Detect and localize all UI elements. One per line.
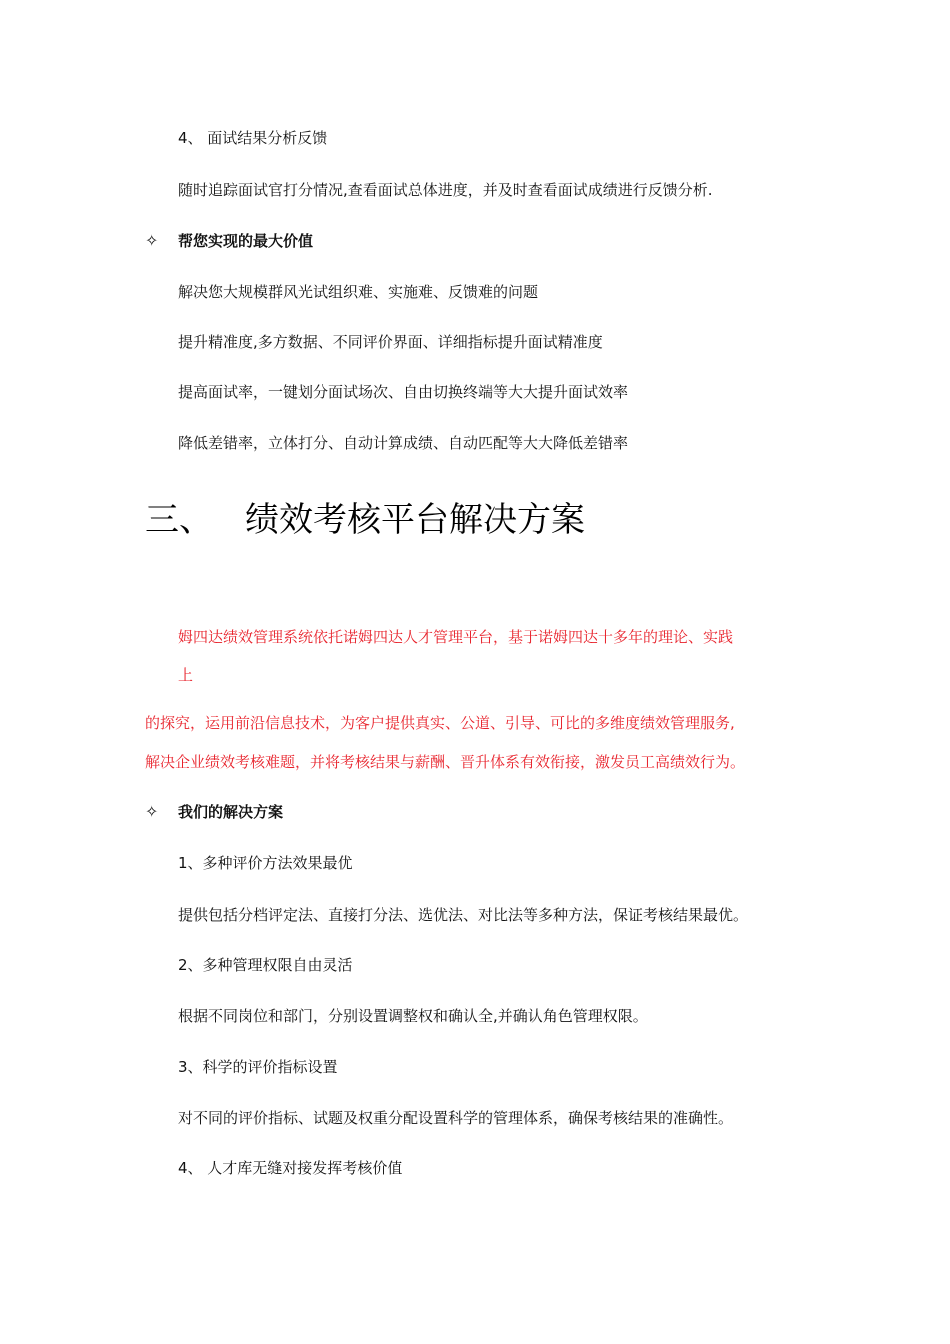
solution-heading-text: 我们的解决方案: [178, 803, 284, 821]
chapter-number: 三、: [145, 500, 213, 540]
solution-item-1-desc: 提供包括分档评定法、直接打分法、选优法、对比法等多种方法，保证考核结果最优。: [178, 906, 749, 924]
value-line-1: 解决您大规模群风光试组织难、实施难、反馈难的问题: [178, 283, 539, 301]
chapter-heading: [145, 498, 585, 542]
value-line-4: 降低差错率，立体打分、自动计算成绩、自动匹配等大大降低差错率: [178, 434, 629, 452]
chapter-title: 绩效考核平台解决方案: [245, 500, 585, 540]
intro-line-1: 姆四达绩效管理系统依托诺姆四达人才管理平台，基于诺姆四达十多年的理论、实践: [178, 628, 734, 646]
item4-description: 随时追踪面试官打分情况,查看面试总体进度，并及时查看面试成绩进行反馈分析.: [178, 181, 713, 199]
solution-item-4-title: 4、 人才库无缝对接发挥考核价值: [178, 1159, 403, 1177]
value-line-3: 提高面试率，一键划分面试场次、自由切换终端等大大提升面试效率: [178, 383, 629, 401]
solution-item-3-desc: 对不同的评价指标、试题及权重分配设置科学的管理体系，确保考核结果的准确性。: [178, 1109, 734, 1127]
item4-title: 4、 面试结果分析反馈: [178, 129, 328, 147]
solution-heading: [145, 802, 283, 822]
solution-item-2-desc: 根据不同岗位和部门，分别设置调整权和确认全,并确认角色管理权限。: [178, 1007, 648, 1025]
solution-item-3-title: 3、科学的评价指标设置: [178, 1058, 338, 1076]
value-heading-text: 帮您实现的最大价值: [178, 232, 314, 250]
value-line-2: 提升精准度,多方数据、不同评价界面、详细指标提升面试精准度: [178, 333, 603, 351]
solution-item-2-title: 2、多种管理权限自由灵活: [178, 956, 353, 974]
diamond-star-bullet-icon: ✧: [145, 231, 159, 250]
intro-line-2: 上: [178, 666, 194, 684]
intro-line-4: 解决企业绩效考核难题，并将考核结果与薪酬、晋升体系有效衔接，激发员工高绩效行为。: [145, 753, 746, 771]
intro-line-3: 的探究，运用前沿信息技术，为客户提供真实、公道、引导、可比的多维度绩效管理服务,: [145, 714, 735, 732]
diamond-star-bullet-icon: ✧: [145, 802, 159, 821]
value-heading: [145, 231, 313, 251]
solution-item-1-title: 1、多种评价方法效果最优: [178, 854, 353, 872]
